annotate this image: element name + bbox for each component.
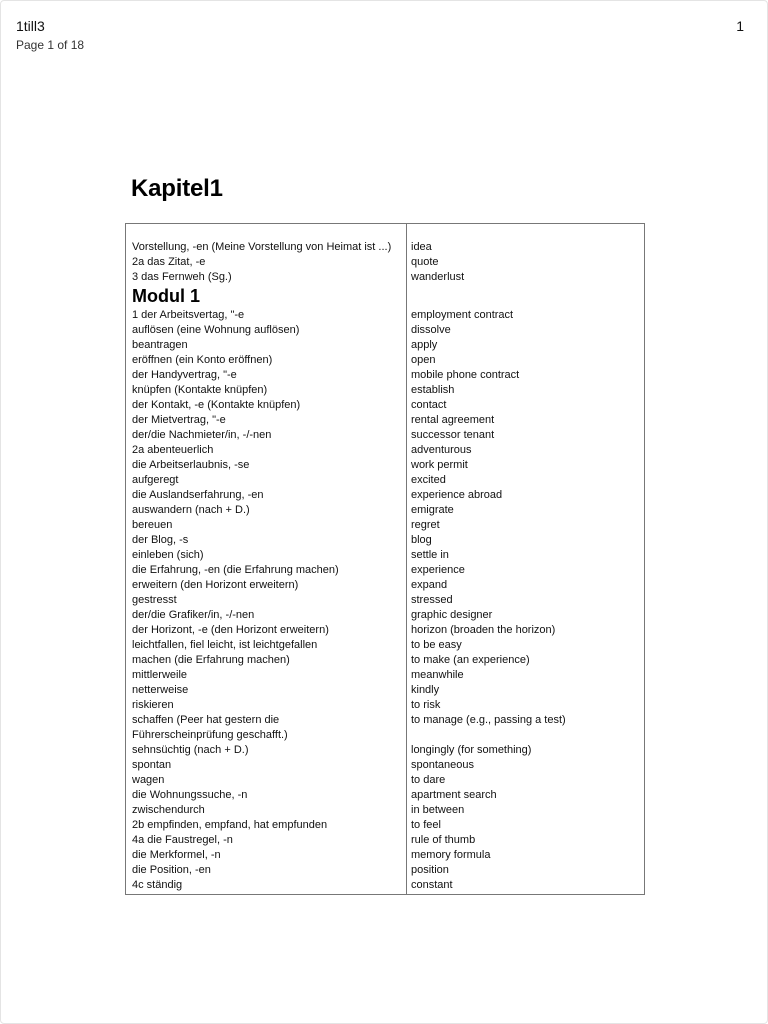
german-term: der Blog, -s (132, 534, 189, 546)
english-translation: experience abroad (411, 489, 503, 501)
german-term: 4a die Faustregel, -n (132, 834, 233, 846)
german-term: wagen (132, 774, 165, 786)
english-translation: employment contract (411, 309, 514, 321)
english-translation: adventurous (411, 444, 472, 456)
german-term: der Kontakt, -e (Kontakte knüpfen) (132, 399, 301, 411)
german-term: Vorstellung, -en (Meine Vorstellung von Heimat ist ...) (132, 241, 392, 253)
english-translation: establish (411, 384, 455, 396)
german-term: gestresst (132, 594, 177, 606)
german-term: auswandern (nach + D.) (132, 504, 250, 516)
english-translation: blog (411, 534, 432, 546)
german-term: die Auslandserfahrung, -en (132, 489, 264, 501)
column-divider (406, 224, 407, 894)
english-translation: successor tenant (411, 429, 495, 441)
german-term: erweitern (den Horizont erweitern) (132, 579, 299, 591)
english-translation: excited (411, 474, 446, 486)
english-translation: horizon (broaden the horizon) (411, 624, 556, 636)
document-title: 1till3 (16, 18, 45, 34)
english-intro-list (411, 240, 643, 285)
german-term: 2a das Zitat, -e (132, 256, 206, 268)
german-term: netterweise (132, 684, 189, 696)
chapter-title: Kapitel1 (131, 175, 223, 202)
german-term: sehnsüchtig (nach + D.) (132, 744, 249, 756)
german-term: Führerscheinprüfung geschafft.) (132, 729, 288, 741)
english-translation: wanderlust (411, 271, 465, 283)
german-term: bereuen (132, 519, 173, 531)
vocabulary-table (125, 223, 645, 895)
german-term: die Wohnungssuche, -n (132, 789, 248, 801)
german-term: die Position, -en (132, 864, 211, 876)
german-term: mittlerweile (132, 669, 188, 681)
english-translation: in between (411, 804, 465, 816)
german-term: aufgeregt (132, 474, 179, 486)
german-term: der Mietvertrag, "-e (132, 414, 226, 426)
module-heading: Modul 1 (132, 286, 200, 306)
german-term: beantragen (132, 339, 188, 351)
german-term: schaffen (Peer hat gestern die (132, 714, 280, 726)
english-module-list-a (411, 308, 643, 728)
english-translation: position (411, 864, 449, 876)
english-translation: quote (411, 256, 439, 268)
german-term: leichtfallen, fiel leicht, ist leichtgefallen (132, 639, 318, 651)
german-module-list (132, 308, 404, 893)
german-term: der Horizont, -e (den Horizont erweitern) (132, 624, 329, 636)
list-gap (411, 728, 643, 743)
english-translation: regret (411, 519, 440, 531)
english-translation: dissolve (411, 324, 451, 336)
german-term: einleben (sich) (132, 549, 204, 561)
german-term: 2b empfinden, empfand, hat empfunden (132, 819, 328, 831)
english-translation: to dare (411, 774, 446, 786)
german-term: 4c ständig (132, 879, 183, 891)
heading-spacer (411, 285, 643, 308)
german-term: der Handyvertrag, "-e (132, 369, 237, 381)
german-term: 1 der Arbeitsvertag, "-e (132, 309, 245, 321)
english-translation: longingly (for something) (411, 744, 532, 756)
german-term: machen (die Erfahrung machen) (132, 654, 290, 666)
english-translation: contact (411, 399, 447, 411)
english-translation: idea (411, 241, 432, 253)
english-translation: stressed (411, 594, 453, 606)
english-translation: rental agreement (411, 414, 495, 426)
english-translation: to feel (411, 819, 441, 831)
english-translation: expand (411, 579, 448, 591)
english-translation: kindly (411, 684, 440, 696)
english-column (411, 240, 643, 893)
english-translation: constant (411, 879, 453, 891)
english-translation: meanwhile (411, 669, 464, 681)
english-translation: work permit (411, 459, 468, 471)
german-term: die Erfahrung, -en (die Erfahrung machen) (132, 564, 339, 576)
english-translation: rule of thumb (411, 834, 476, 846)
english-translation: emigrate (411, 504, 454, 516)
german-term: der/die Nachmieter/in, -/-nen (132, 429, 272, 441)
english-translation: to make (an experience) (411, 654, 530, 666)
english-translation: apply (411, 339, 438, 351)
german-term: auflösen (eine Wohnung auflösen) (132, 324, 300, 336)
german-term: riskieren (132, 699, 174, 711)
english-translation: to be easy (411, 639, 462, 651)
english-translation: open (411, 354, 436, 366)
english-translation: mobile phone contract (411, 369, 520, 381)
german-intro-list (132, 240, 404, 285)
english-translation: graphic designer (411, 609, 493, 621)
german-term: zwischendurch (132, 804, 205, 816)
english-translation: spontaneous (411, 759, 474, 771)
page-number: 1 (736, 18, 744, 34)
german-column (132, 240, 404, 893)
german-term: die Merkformel, -n (132, 849, 221, 861)
german-term: die Arbeitserlaubnis, -se (132, 459, 250, 471)
german-term: der/die Grafiker/in, -/-nen (132, 609, 255, 621)
german-term: 2a abenteuerlich (132, 444, 214, 456)
page-indicator: Page 1 of 18 (16, 38, 85, 52)
english-module-list-b (411, 743, 643, 893)
english-translation: settle in (411, 549, 449, 561)
german-term: 3 das Fernweh (Sg.) (132, 271, 232, 283)
english-translation: memory formula (411, 849, 491, 861)
english-translation: apartment search (411, 789, 497, 801)
english-translation: to risk (411, 699, 441, 711)
english-translation: experience (411, 564, 465, 576)
german-term: knüpfen (Kontakte knüpfen) (132, 384, 268, 396)
german-term: eröffnen (ein Konto eröffnen) (132, 354, 273, 366)
german-term: spontan (132, 759, 172, 771)
english-translation: to manage (e.g., passing a test) (411, 714, 566, 726)
